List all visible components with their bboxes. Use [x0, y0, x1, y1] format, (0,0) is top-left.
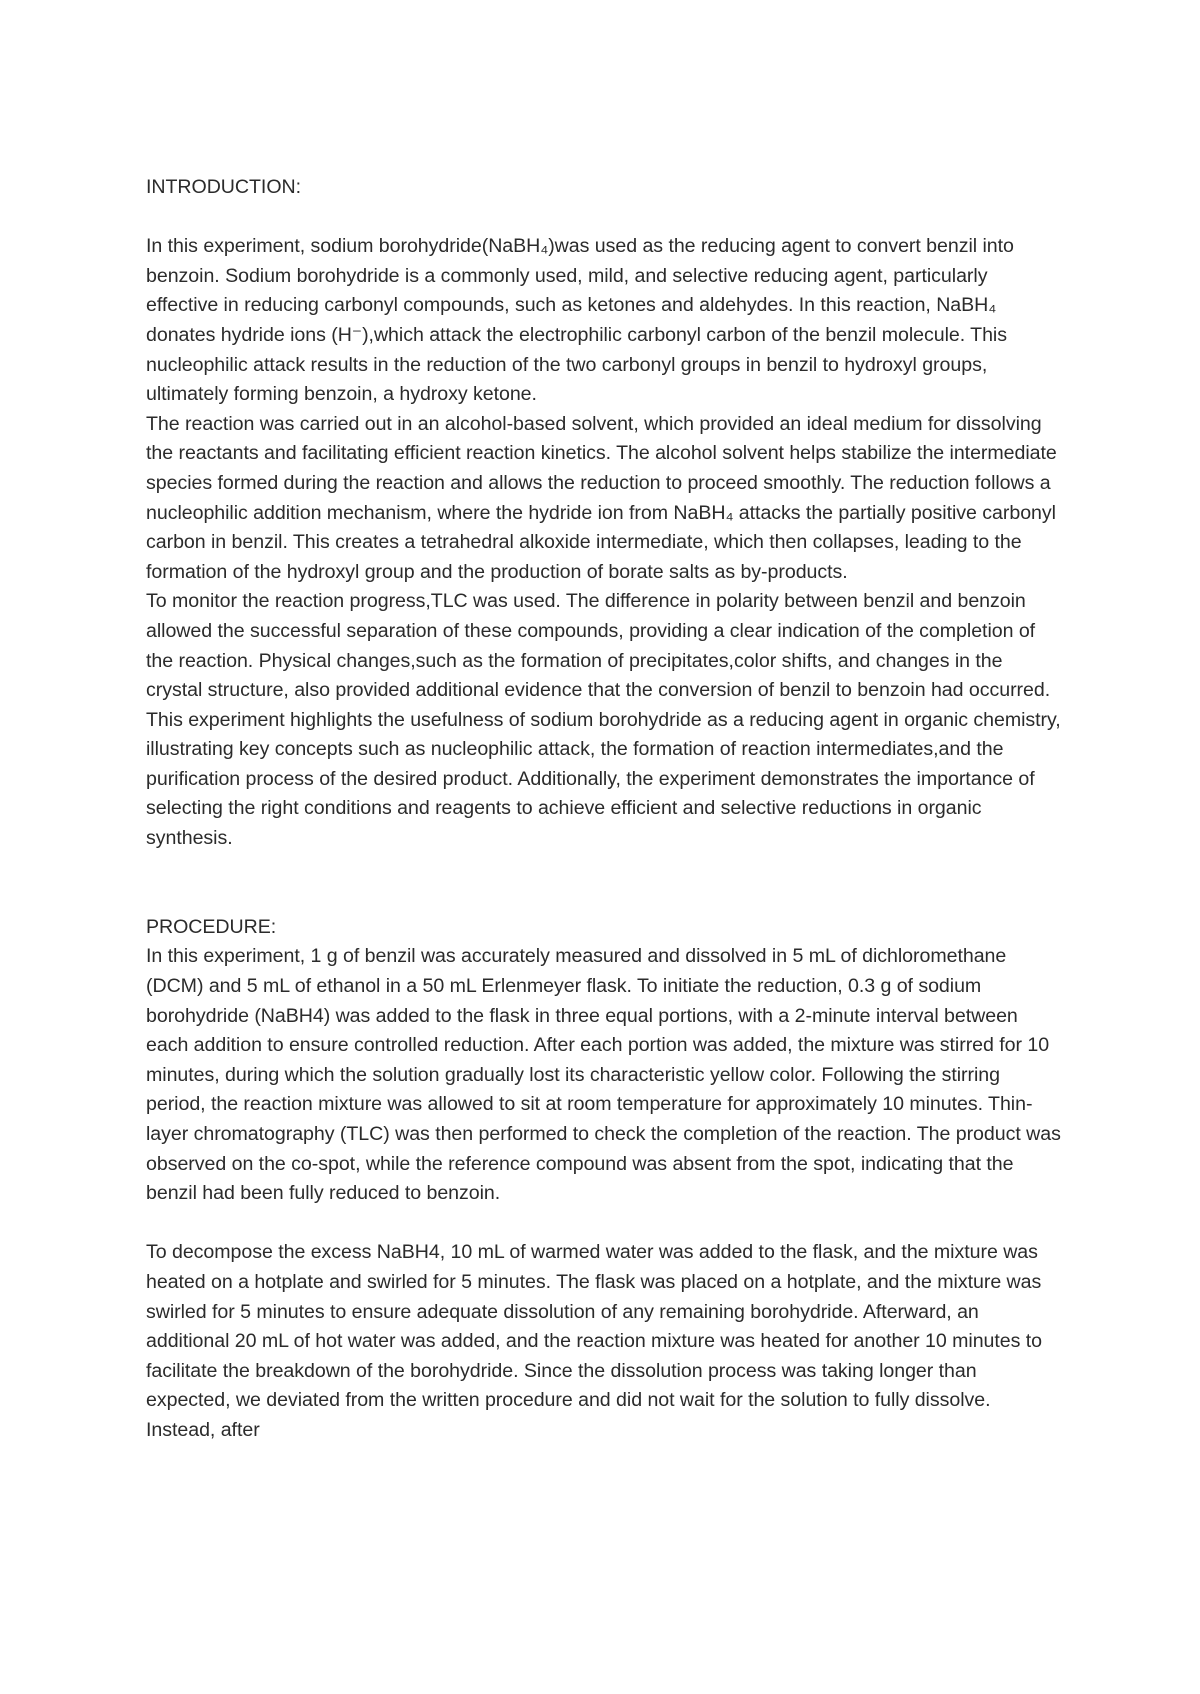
procedure-paragraph-1: In this experiment, 1 g of benzil was accurately measured and dissolved in 5 mL of dichloromethane (DCM) and 5 mL of ethanol in a 50 mL Erlenmeyer flask. To initiate the reduction, 0.3 g of sodium borohydride (NaBH4) was added to the flask in three equal portions, with a 2-minute interval between each addition to ensure controlled reduction. After each portion was added, the mixture was stirred for 10 minutes, during which the solution gradually lost its characteristic yellow color. Following the stirring period, the reaction mixture was allowed to sit at room temperature for approximately 10 minutes. Thin-layer chromatography (TLC) was then performed to check the completion of the reaction. The product was observed on the co-spot, while the reference compound was absent from the spot, indicating that the benzil had been fully reduced to benzoin. — [146, 945, 1061, 1205]
document-body — [146, 173, 1061, 1446]
introduction-heading: INTRODUCTION: — [146, 176, 301, 198]
spacer — [146, 1209, 1061, 1239]
introduction-paragraph-2: The reaction was carried out in an alcohol-based solvent, which provided an ideal medium for dissolving the reactants and facilitating efficient reaction kinetics. The alcohol solvent helps stabilize the intermediate species formed during the reaction and allows the reduction to proceed smoothly. The reduction follows a nucleophilic addition mechanism, where the hydride ion from NaBH₄ attacks the partially positive carbonyl carbon in benzil. This creates a tetrahedral alkoxide intermediate, which then collapses, leading to the formation of the hydroxyl group and the production of borate salts as by-products. — [146, 412, 1057, 583]
introduction-paragraph-1: In this experiment, sodium borohydride(NaBH₄)was used as the reducing agent to convert benzil into benzoin. Sodium borohydride is a commonly used, mild, and selective reducing agent, particularly effective in reducing carbonyl compounds, such as ketones and aldehydes. In this reaction, NaBH₄ donates hydride ions (H⁻),which attack the electrophilic carbonyl carbon of the benzil molecule. This nucleophilic attack results in the reduction of the two carbonyl groups in benzil to hydroxyl groups, ultimately forming benzoin, a hydroxy ketone. — [146, 235, 1014, 406]
procedure-paragraph-2: To decompose the excess NaBH4, 10 mL of warmed water was added to the flask, and the mixture was heated on a hotplate and swirled for 5 minutes. The flask was placed on a hotplate, and the mixture was swirled for 5 minutes to ensure adequate dissolution of any remaining borohydride. Afterward, an additional 20 mL of hot water was added, and the reaction mixture was heated for another 10 minutes to facilitate the breakdown of the borohydride. Since the dissolution process was taking longer than expected, we deviated from the written procedure and did not wait for the solution to fully dissolve. Instead, after — [146, 1241, 1043, 1441]
spacer — [146, 203, 1061, 233]
section-spacer — [146, 854, 1061, 913]
introduction-paragraph-3: To monitor the reaction progress,TLC was used. The difference in polarity between benzil and benzoin allowed the successful separation of these compounds, providing a clear indication of the completion of the reaction. Physical changes,such as the formation of precipitates,color shifts, and changes in the crystal structure, also provided additional evidence that the conversion of benzil to benzoin had occurred. This experiment highlights the usefulness of sodium borohydride as a reducing agent in organic chemistry, illustrating key concepts such as nucleophilic attack, the formation of reaction intermediates,and the purification process of the desired product. Additionally, the experiment demonstrates the importance of selecting the right conditions and reagents to achieve efficient and selective reductions in organic synthesis. — [146, 590, 1061, 850]
procedure-heading: PROCEDURE: — [146, 915, 277, 938]
